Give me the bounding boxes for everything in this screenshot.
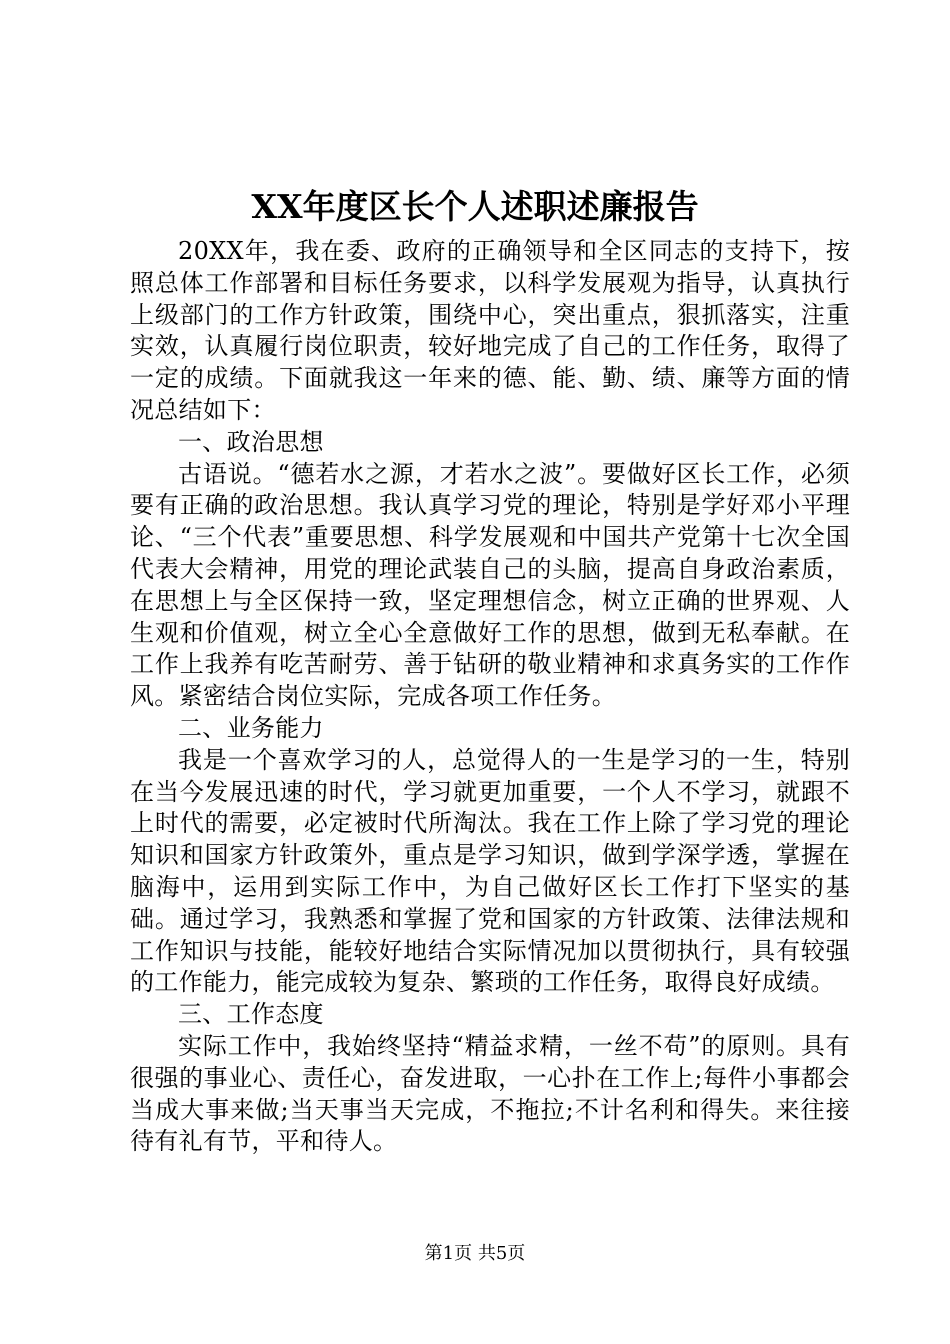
section-paragraph-attitude: 实际工作中，我始终坚持“精益求精，一丝不苟”的原则。具有很强的事业心、责任心，奋发进取，一心扑在工作上;每件小事都会当成大事来做;当天事当天完成，不拖拉;不计名利和得失。来往接待有礼有节，平和待人。 <box>130 1031 850 1156</box>
section-heading-attitude: 三、工作态度 <box>178 1000 324 1029</box>
page-number-footer: 第1页 共5页 <box>424 1243 526 1264</box>
intro-paragraph: 20XX年，我在委、政府的正确领导和全区同志的支持下，按照总体工作部署和目标任务要求，以科学发展观为指导，认真执行上级部门的工作方针政策，围绕中心，突出重点，狠抓落实，注重实效，认真履行岗位职责，较好地完成了自己的工作任务，取得了一定的成绩。下面就我这一年来的德、能、勤、绩、廉等方面的情况总结如下： <box>130 237 850 424</box>
section-heading-ability: 二、业务能力 <box>178 713 324 742</box>
document-body <box>130 236 850 1158</box>
section-heading-political: 一、政治思想 <box>178 427 324 456</box>
section-paragraph-political: 古语说。“德若水之源，才若水之波”。要做好区长工作，必须要有正确的政治思想。我认真学习党的理论，特别是学好邓小平理论、“三个代表”重要思想、科学发展观和中国共产党第十七次全国代表大会精神，用党的理论武装自己的头脑，提高自身政治素质，在思想上与全区保持一致，坚定理想信念，树立正确的世界观、人生观和价值观，树立全心全意做好工作的思想，做到无私奉献。在工作上我养有吃苦耐劳、善于钻研的敬业精神和求真务实的工作作风。紧密结合岗位实际，完成各项工作任务。 <box>130 459 850 711</box>
section-paragraph-ability: 我是一个喜欢学习的人，总觉得人的一生是学习的一生，特别在当今发展迅速的时代，学习就更加重要，一个人不学习，就跟不上时代的需要，必定被时代所淘汰。我在工作上除了学习党的理论知识和国家方针政策外，重点是学习知识，做到学深学透，掌握在脑海中，运用到实际工作中，为自己做好区长工作打下坚实的基础。通过学习，我熟悉和掌握了党和国家的方针政策、法律法规和工作知识与技能，能较好地结合实际情况加以贯彻执行，具有较强的工作能力，能完成较为复杂、繁琐的工作任务，取得良好成绩。 <box>130 745 850 997</box>
page-title: XX年度区长个人述职述廉报告 <box>251 187 699 226</box>
